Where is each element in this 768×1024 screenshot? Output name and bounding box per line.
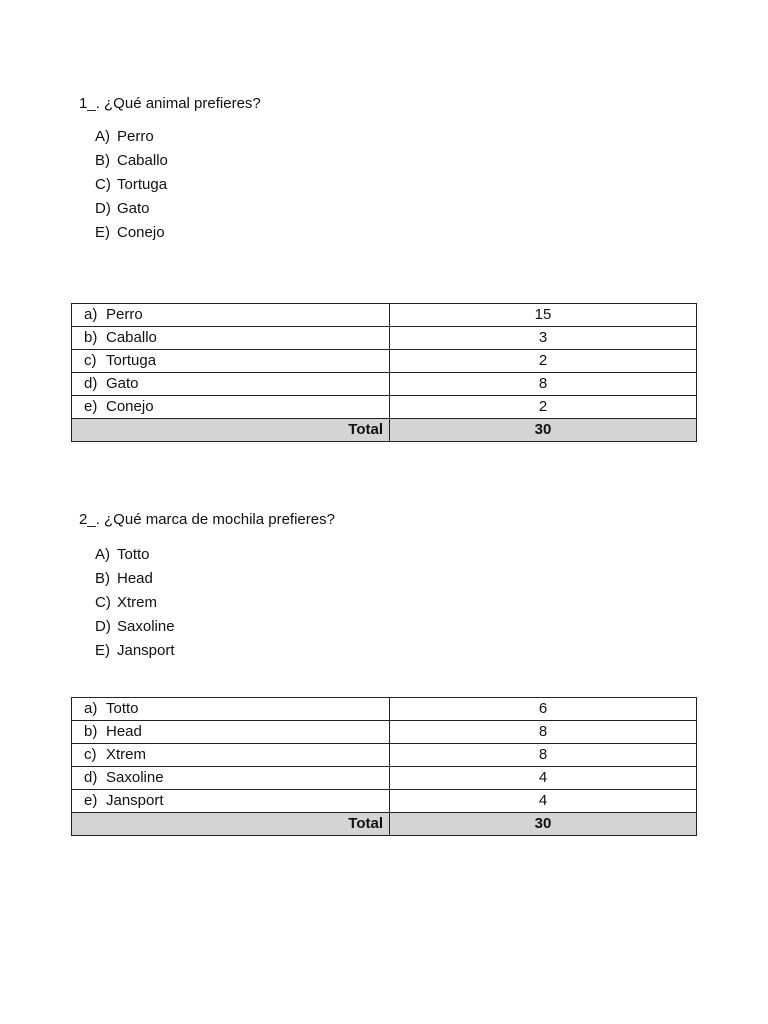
total-value: 30: [390, 813, 697, 836]
table-row: [72, 698, 697, 721]
table-cell-label: [72, 327, 390, 350]
row-label: Gato: [106, 375, 139, 392]
option-item: [95, 567, 175, 591]
row-letter: a): [84, 700, 98, 717]
row-letter: a): [84, 306, 98, 323]
option-letter: A): [95, 546, 110, 563]
option-letter: E): [95, 642, 110, 659]
row-letter: b): [84, 723, 98, 740]
total-value: 30: [390, 419, 697, 442]
table-cell-label: [72, 396, 390, 419]
option-item: [95, 149, 168, 173]
option-text: Tortuga: [117, 176, 168, 193]
option-text: Jansport: [117, 642, 175, 659]
row-label: Totto: [106, 700, 139, 717]
row-letter: c): [84, 746, 97, 763]
question-2-title: 2_. ¿Qué marca de mochila prefieres?: [79, 511, 335, 528]
total-label: Total: [72, 813, 390, 836]
question-2-results-table: [71, 697, 697, 836]
table-row: [72, 350, 697, 373]
row-label: Xtrem: [106, 746, 147, 763]
table-cell-label: [72, 790, 390, 813]
row-letter: e): [84, 792, 98, 809]
row-label: Tortuga: [106, 352, 157, 369]
row-letter: d): [84, 375, 98, 392]
option-text: Xtrem: [117, 594, 158, 611]
table-cell-value: 3: [390, 327, 697, 350]
table-cell-value: 2: [390, 350, 697, 373]
question-1-options: [95, 125, 168, 245]
row-label: Conejo: [106, 398, 154, 415]
table-cell-value: 6: [390, 698, 697, 721]
table-cell-label: [72, 350, 390, 373]
row-label: Jansport: [106, 792, 164, 809]
table-row: [72, 790, 697, 813]
option-letter: C): [95, 176, 111, 193]
row-label: Saxoline: [106, 769, 164, 786]
table-row: [72, 767, 697, 790]
option-text: Head: [117, 570, 153, 587]
option-item: [95, 125, 168, 149]
option-text: Caballo: [117, 152, 168, 169]
table-cell-value: 8: [390, 373, 697, 396]
table-row: [72, 304, 697, 327]
question-2-options: [95, 543, 175, 663]
table-row: [72, 396, 697, 419]
option-item: [95, 221, 168, 245]
row-label: Head: [106, 723, 142, 740]
table-cell-label: [72, 304, 390, 327]
option-item: [95, 543, 175, 567]
table-row: [72, 373, 697, 396]
option-text: Saxoline: [117, 618, 175, 635]
table-cell-label: [72, 767, 390, 790]
table-row: [72, 327, 697, 350]
table-total-row: [72, 419, 697, 442]
option-text: Perro: [117, 128, 154, 145]
option-letter: E): [95, 224, 110, 241]
option-item: [95, 615, 175, 639]
option-item: [95, 639, 175, 663]
option-letter: D): [95, 618, 111, 635]
question-1-results-table: [71, 303, 697, 442]
option-text: Totto: [117, 546, 150, 563]
option-letter: D): [95, 200, 111, 217]
total-label: Total: [72, 419, 390, 442]
option-text: Gato: [117, 200, 150, 217]
row-letter: d): [84, 769, 98, 786]
table-cell-value: 8: [390, 721, 697, 744]
table-cell-value: 4: [390, 790, 697, 813]
table-total-row: [72, 813, 697, 836]
option-text: Conejo: [117, 224, 165, 241]
row-label: Perro: [106, 306, 143, 323]
option-item: [95, 591, 175, 615]
table-cell-value: 2: [390, 396, 697, 419]
option-letter: B): [95, 152, 110, 169]
table-cell-label: [72, 698, 390, 721]
table-cell-label: [72, 721, 390, 744]
option-item: [95, 173, 168, 197]
row-letter: b): [84, 329, 98, 346]
table-cell-value: 15: [390, 304, 697, 327]
table-cell-value: 8: [390, 744, 697, 767]
question-1-title: 1_. ¿Qué animal prefieres?: [79, 95, 261, 112]
row-label: Caballo: [106, 329, 157, 346]
option-letter: B): [95, 570, 110, 587]
option-letter: C): [95, 594, 111, 611]
table-cell-value: 4: [390, 767, 697, 790]
table-row: [72, 721, 697, 744]
row-letter: e): [84, 398, 98, 415]
option-item: [95, 197, 168, 221]
row-letter: c): [84, 352, 97, 369]
table-cell-label: [72, 744, 390, 767]
table-row: [72, 744, 697, 767]
option-letter: A): [95, 128, 110, 145]
table-cell-label: [72, 373, 390, 396]
